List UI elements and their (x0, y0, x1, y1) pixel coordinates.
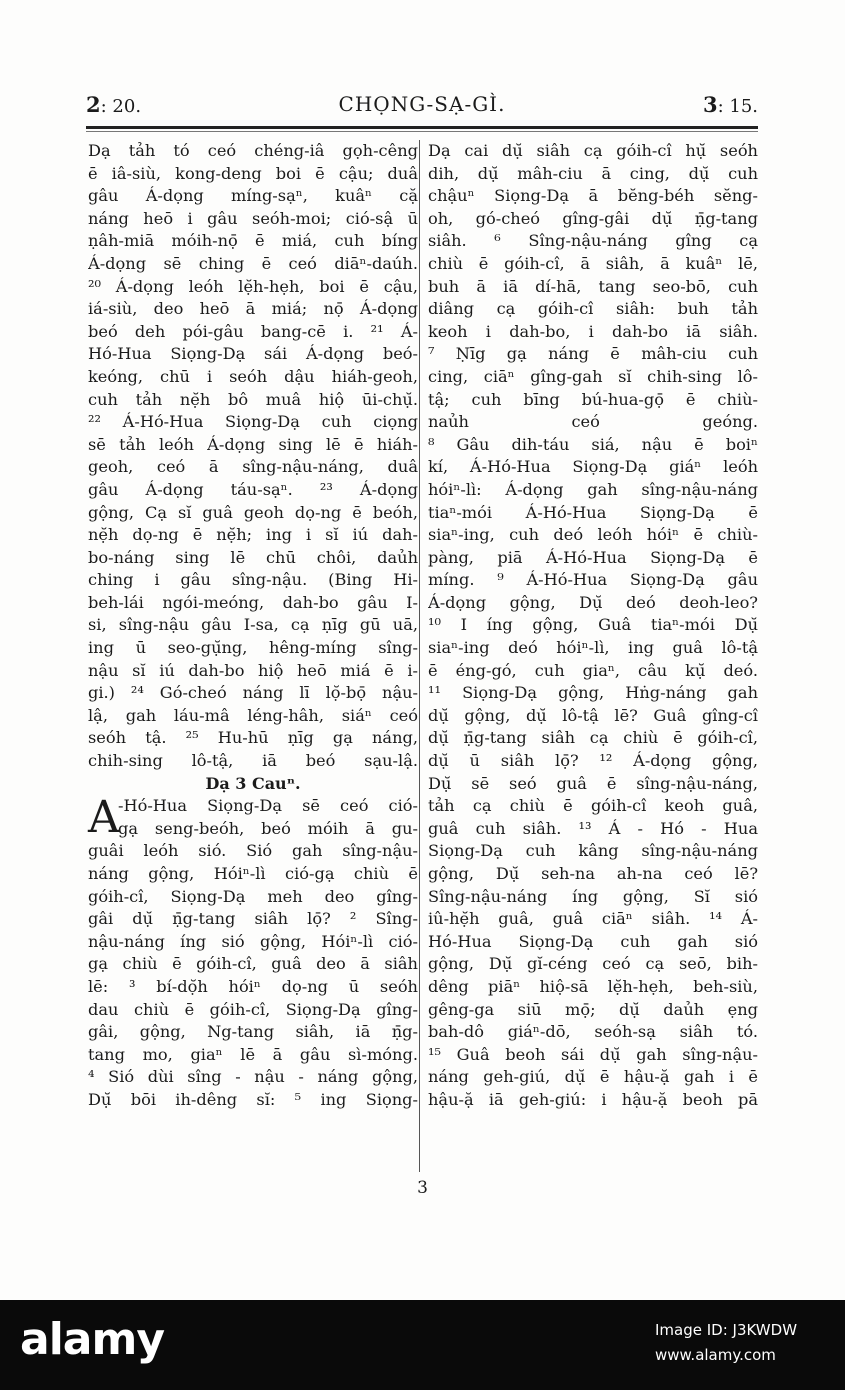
text-line: ²⁰ Á-dọng leóh lẹ̆h-hẹh, boi ē cậu, (88, 276, 418, 296)
text-line: bah-dô giáⁿ-dō, seóh-sạ siâh tó. (428, 1022, 758, 1042)
right-ref-chapter: 3 (702, 92, 718, 117)
text-line: chih-sing lô-tậ, iā beó sạu-lậ. (88, 751, 418, 771)
text-line: Hó-Hua Siọng-Dạ sái Á-dọng beó- (88, 344, 418, 364)
text-line: beó deh pói-gâu bang-cē i. ²¹ Á- (88, 321, 418, 341)
watermark-logo: alamy (20, 1314, 164, 1365)
text-line: dau chiù ē góih-cî, Siọng-Dạ gîng- (88, 999, 418, 1019)
text-line: Dụ̆ bōi ih-dêng sĭ: ⁵ ing Siọng- (88, 1089, 418, 1109)
text-line: Á-dọng gộng, Dụ̆ deó deoh-leo? (428, 592, 758, 612)
text-line: keóng, chū i seóh dậu hiáh-geoh, (88, 366, 418, 386)
right-ref-verse: : 15. (717, 96, 758, 117)
text-line: ⁸ Gâu dih-táu siá, nậu ē boiⁿ (428, 434, 758, 454)
text-line: dụ̆ ṇ̄g-tang siâh cạ chiù ē góih-cî, (428, 728, 758, 748)
left-text-column (88, 140, 418, 1112)
text-line: hóiⁿ-lì: Á-dọng gah sîng-nậu-náng (428, 479, 758, 499)
text-line: náng gộng, Hóiⁿ-lì ció-gạ chiù ē (88, 864, 418, 883)
page-number: 3 (417, 1178, 428, 1198)
text-line: geoh, ceó ā sîng-nậu-náng, duâ (88, 457, 418, 477)
text-line: gâu Á-dọng táu-sạⁿ. ²³ Á-dọng (88, 479, 418, 499)
text-line: oh, gó-cheó gîng-gâi dụ̆ ṇ̄g-tang (428, 208, 758, 228)
text-line: ¹⁵ Guâ beoh sái dụ̆ gah sîng-nậu- (428, 1044, 758, 1064)
text-line: ¹⁰ I íng gộng, Guâ tiaⁿ-mói Dụ̆ (428, 615, 758, 635)
text-line: gộng, Dụ̆ gĭ-céng ceó cạ seō, bih- (428, 954, 758, 974)
text-line: Dạ tảh tó ceó chéng-iâ gọh-cêng (88, 141, 418, 160)
text-line: gi.) ²⁴ Gó-cheó náng lī lọ̆-bọ̄ nậu- (88, 683, 418, 703)
text-line: gộng, Dụ̆ seh-na ah-na ceó lē? (428, 864, 758, 883)
text-line: keoh i dah-bo, i dah-bo iā siâh. (428, 321, 758, 341)
text-line: Dạ cai dụ̆ siâh cạ góih-cî hụ̆ seóh (428, 141, 758, 160)
text-line: gạ chiù ē góih-cî, guâ deo ā siâh (88, 954, 418, 974)
watermark-image-id: Image ID: J3KWDW (655, 1321, 798, 1339)
text-line: ṇâh-miā móih-nọ̄ ē miá, cuh bíng (88, 231, 418, 251)
text-line: dih, dụ̆ mâh-ciu ā cing, dụ̆ cuh (428, 163, 758, 183)
text-line: tiaⁿ-mói Á-Hó-Hua Siọng-Dạ ē (428, 502, 758, 522)
text-line: ⁴ Sió dùi sîng - nậu - náng gộng, (88, 1067, 418, 1087)
text-line: tang mo, giaⁿ lē ā gâu sì-móng. (88, 1044, 418, 1064)
text-line: cing, ciāⁿ gîng-gah sĭ chih-sing lô- (428, 366, 758, 386)
text-line: ē iâ-siù, kong-deng boi ē cậu; duâ (88, 163, 418, 183)
text-line: Dụ̆ sē seó guâ ē sîng-nậu-náng, (428, 773, 758, 793)
text-line: pàng, piā Á-Hó-Hua Siọng-Dạ ē (428, 547, 758, 567)
text-line: siaⁿ-ing deó hóiⁿ-lì, ing guâ lô-tậ (428, 638, 758, 658)
text-line: -Hó-Hua Siọng-Dạ sē ceó ció- (118, 796, 418, 816)
text-line: seóh tậ. ²⁵ Hu-hū ṇīg gạ náng, (88, 728, 418, 748)
text-line: lē: ³ bí-dọ̆h hóiⁿ dọ-ng ū seóh (88, 976, 418, 996)
text-line: bo-náng sing lē chū chôi, daủh (88, 547, 418, 567)
text-line: gâu Á-dọng míng-sạⁿ, kuâⁿ cặ (88, 186, 418, 206)
text-line: cuh tảh nẹ̆h bô muâ hiộ ūi-chụ̆. (88, 389, 418, 409)
text-line: siaⁿ-ing, cuh deó leóh hóiⁿ ē chiù- (428, 525, 758, 545)
text-line: ¹¹ Siọng-Dạ gộng, Hṅg-náng gah (428, 683, 758, 703)
text-line: ⁷ Ṇīg gạ náng ē mâh-ciu cuh (428, 344, 758, 364)
left-ref-verse: : 20. (100, 96, 142, 117)
text-line: góih-cî, Siọng-Dạ meh deo gîng- (88, 886, 418, 906)
text-line: tậ; cuh bīng bú-hua-gọ̄ ē chiù- (428, 389, 758, 409)
text-line: diâng cạ góih-cî siâh: buh tảh (428, 299, 758, 319)
text-line: beh-lái ngói-meóng, dah-bo gâu I- (88, 592, 418, 612)
text-line: ²² Á-Hó-Hua Siọng-Dạ cuh ciọng (88, 412, 418, 432)
text-line: nẹ̆h dọ-ng ē nẹ̆h; ing i sĭ iú dah- (88, 525, 418, 545)
running-header (86, 92, 758, 126)
text-line: gạ seng-beóh, beó móih ā gu- (118, 818, 418, 838)
left-ref-chapter: 2 (86, 92, 101, 117)
text-line: naủh ceó geóng. (428, 412, 758, 432)
text-line: míng. ⁹ Á-Hó-Hua Siọng-Dạ gâu (428, 570, 758, 590)
text-line: ē éng-gó, cuh giaⁿ, câu kụ̆ deó. (428, 660, 758, 680)
text-line: hậu-ặ iā geh-giú: i hậu-ặ beoh pā (428, 1089, 758, 1109)
text-line: gâi dụ̆ ṇ̄g-tang siâh lọ̄? ² Sîng- (88, 909, 418, 929)
text-line: tảh cạ chiù ē góih-cî keoh guâ, (428, 796, 758, 816)
text-line: Sîng-nậu-náng íng gộng, Sĭ sió (428, 886, 758, 906)
text-line: guâ cuh siâh. ¹³ Á - Hó - Hua (428, 818, 758, 838)
text-line: iû-hẹ̆h guâ, guâ ciāⁿ siâh. ¹⁴ Á- (428, 909, 758, 929)
header-rule (86, 126, 758, 129)
text-line: ing ū seo-gụ̆ng, hêng-míng sîng- (88, 638, 418, 658)
book-title: CHỌNG-SẠ-GÌ. (338, 92, 506, 116)
text-line: chiù ē góih-cî, ā siâh, ā kuâⁿ lē, (428, 253, 758, 273)
drop-cap: A (88, 792, 120, 844)
text-line: gâi, gộng, Ng-tang siâh, iā ṇ̄g- (88, 1022, 418, 1042)
text-line: buh ā iā dí-hā, tang seo-bō, cuh (428, 276, 758, 296)
text-line: náng geh-giú, dụ̆ ē hậu-ặ gah i ē (428, 1067, 758, 1087)
text-line: lậ, gah láu-mâ léng-hâh, siáⁿ ceó (88, 705, 418, 725)
right-text-column (428, 140, 758, 1112)
text-line: sē tảh leóh Á-dọng sing lē ē hiáh- (88, 434, 418, 454)
header-rule-thin (86, 131, 758, 132)
column-divider (419, 140, 420, 1172)
text-line: dêng piāⁿ hiộ-sā lẹ̆h-hẹh, beh-siù, (428, 976, 758, 996)
right-verse-reference (703, 92, 758, 117)
chapter-opening (88, 792, 418, 1111)
text-line: gêng-ga siū mọ̄; dụ̆ daủh ẹng (428, 999, 758, 1019)
text-line: Hó-Hua Siọng-Dạ cuh gah sió (428, 931, 758, 951)
text-line: Á-dọng sē ching ē ceó diāⁿ-daúh. (88, 253, 418, 273)
chapter-heading: Dạ 3 Cauⁿ. (205, 773, 301, 793)
text-line: gộng, Cạ sĭ guâ geoh dọ-ng ē beóh, (88, 502, 418, 522)
text-line: ching i gâu sîng-nậu. (Bing Hi- (88, 570, 418, 590)
text-line: dụ̆ ū siâh lọ̄? ¹² Á-dọng gộng, (428, 751, 758, 771)
text-line: kí, Á-Hó-Hua Siọng-Dạ giáⁿ leóh (428, 457, 758, 477)
text-line: nậu sĭ iú dah-bo hiộ heō miá ē i- (88, 660, 418, 680)
text-line: guâi leóh sió. Sió gah sîng-nậu- (88, 841, 418, 861)
text-line: Siọng-Dạ cuh kâng sîng-nậu-náng (428, 841, 758, 861)
text-line: iá-siù, deo heō ā miá; nọ̄ Á-dọng (88, 299, 418, 319)
text-line: siâh. ⁶ Sîng-nậu-náng gîng cạ (428, 231, 758, 251)
watermark-site: www.alamy.com (655, 1346, 776, 1364)
text-line: náng heō i gâu seóh-moi; ció-sậ ū (88, 208, 418, 228)
text-line: dụ̆ gộng, dụ̆ lô-tậ lē? Guâ gîng-cî (428, 705, 758, 725)
text-line: nậu-náng íng sió gộng, Hóiⁿ-lì ció- (88, 931, 418, 951)
text-line: si, sîng-nậu gâu I-sa, cạ ṇīg gū uā, (88, 615, 418, 635)
text-line: chậuⁿ Siọng-Dạ ā bĕng-béh sĕng- (428, 186, 758, 206)
